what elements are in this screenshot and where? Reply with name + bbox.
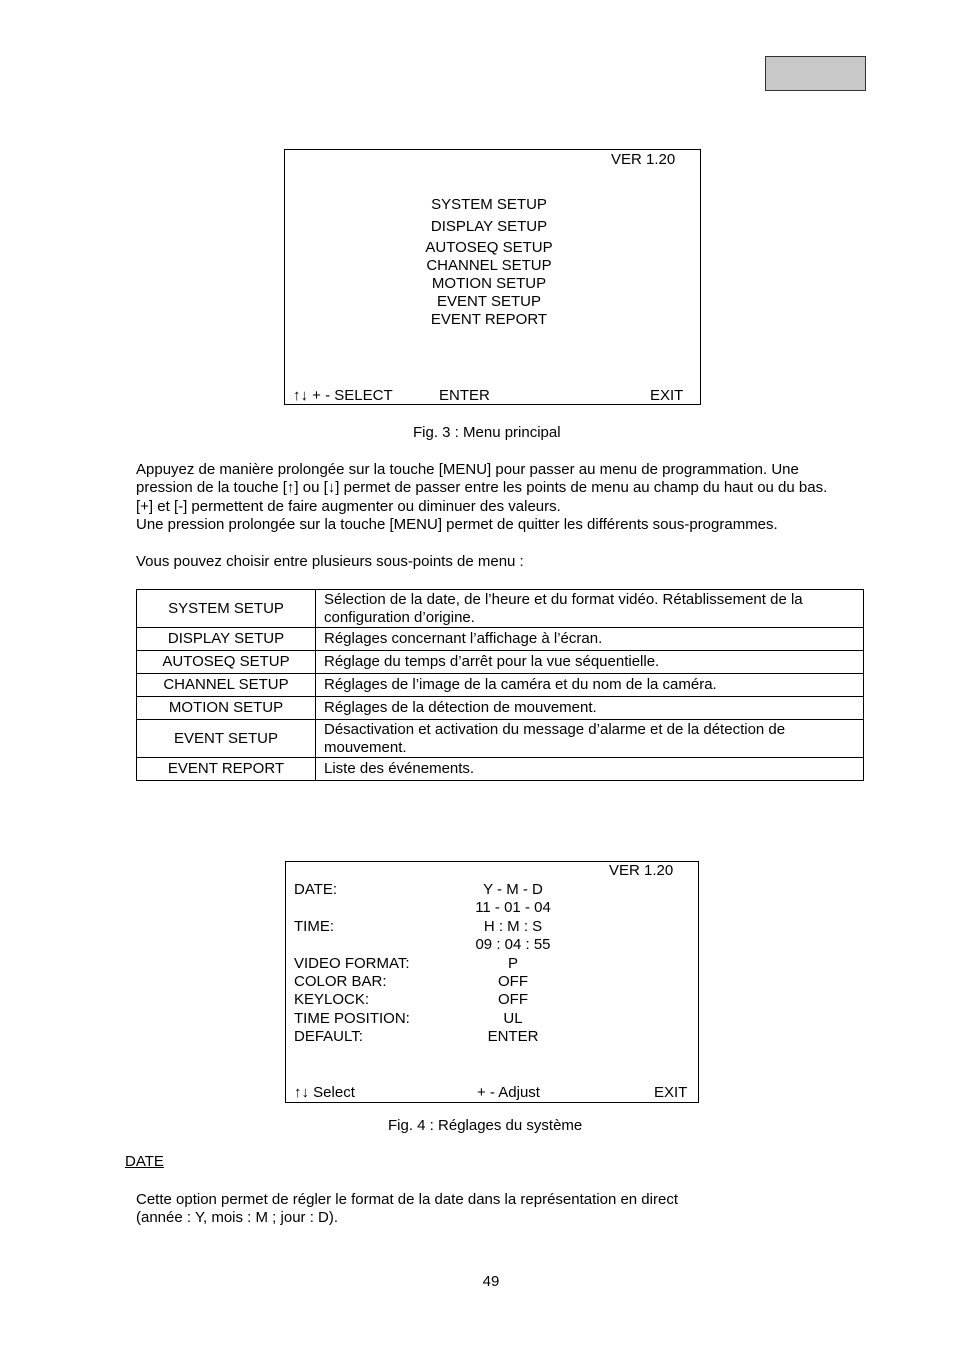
main-menu-screen — [284, 149, 701, 405]
setting-value: OFF — [498, 973, 528, 990]
submenu-description: Réglages de la détection de mouvement. — [316, 697, 864, 720]
menu-item-display-setup: DISPLAY SETUP — [430, 218, 548, 235]
footer-select-hint: ↑↓ + - SELECT — [293, 387, 393, 404]
footer-adjust-hint: + - Adjust — [477, 1084, 540, 1101]
submenu-name: DISPLAY SETUP — [137, 628, 316, 651]
chapter-tab — [765, 56, 866, 91]
menu-item-event-setup: EVENT SETUP — [437, 293, 541, 310]
submenu-description: Réglage du temps d’arrêt pour la vue séquentielle. — [316, 651, 864, 674]
fig4-caption: Fig. 4 : Réglages du système — [388, 1117, 583, 1134]
version-label: VER 1.20 — [609, 862, 674, 879]
setting-label: TIME: — [294, 918, 334, 935]
footer-enter-hint: ENTER — [439, 387, 490, 404]
submenu-name: EVENT SETUP — [137, 720, 316, 758]
intro-line: Une pression prolongée sur la touche [MENU] permet de quitter les différents sous-programmes. — [136, 515, 778, 533]
submenu-description: Réglages concernant l’affichage à l’écran. — [316, 628, 864, 651]
table-row — [137, 628, 864, 651]
submenu-name: CHANNEL SETUP — [137, 674, 316, 697]
setting-label: DATE: — [294, 881, 338, 898]
setting-label: DEFAULT: — [294, 1028, 363, 1045]
setting-label: KEYLOCK: — [294, 991, 370, 1008]
setting-label: COLOR BAR: — [294, 973, 387, 990]
system-setup-screen — [285, 861, 699, 1103]
submenu-name: SYSTEM SETUP — [137, 590, 316, 628]
date-paragraph — [136, 1191, 886, 1228]
main-menu-list — [285, 196, 693, 329]
setting-label: VIDEO FORMAT: — [294, 955, 410, 972]
submenu-description: Sélection de la date, de l’heure et du format vidéo. Rétablissement de la configuration d’origine. — [316, 590, 864, 628]
menu-item-motion-setup: MOTION SETUP — [431, 275, 547, 292]
table-row — [137, 651, 864, 674]
table-row — [137, 758, 864, 781]
intro-line: pression de la touche [↑] ou [↓] permet de passer entre les points de menu au champ du haut ou du bas. — [136, 479, 828, 497]
setting-value: OFF — [498, 991, 528, 1008]
page-number: 49 — [482, 1273, 500, 1290]
setting-value: 11 - 01 - 04 — [475, 899, 551, 916]
intro-paragraph — [136, 461, 886, 534]
submenu-table — [136, 589, 864, 781]
section-heading-date: DATE — [125, 1153, 164, 1170]
table-row — [137, 697, 864, 720]
version-label: VER 1.20 — [611, 151, 676, 168]
table-row — [137, 674, 864, 697]
table-row — [137, 720, 864, 758]
setting-value: P — [507, 955, 518, 972]
menu-item-system-setup: SYSTEM SETUP — [431, 196, 547, 213]
submenu-name: AUTOSEQ SETUP — [137, 651, 316, 674]
submenu-name: EVENT REPORT — [137, 758, 316, 781]
setting-value: H : M : S — [483, 918, 543, 935]
intro-line: [+] et [-] permettent de faire augmenter ou diminuer des valeurs. — [136, 497, 561, 515]
submenu-name: MOTION SETUP — [137, 697, 316, 720]
setting-value: Y - M - D — [483, 881, 543, 898]
menu-item-autoseq-setup: AUTOSEQ SETUP — [425, 239, 553, 256]
table-row — [137, 590, 864, 628]
submenu-description: Liste des événements. — [316, 758, 864, 781]
submenu-description: Désactivation et activation du message d’alarme et de la détection de mouvement. — [316, 720, 864, 758]
date-line: Cette option permet de régler le format de la date dans la représentation en direct — [136, 1191, 678, 1208]
menu-item-event-report: EVENT REPORT — [430, 311, 548, 328]
date-line: (année : Y, mois : M ; jour : D). — [136, 1209, 339, 1227]
setting-value: 09 : 04 : 55 — [475, 936, 551, 953]
footer-select-hint: ↑↓ Select — [294, 1084, 355, 1101]
choose-text: Vous pouvez choisir entre plusieurs sous-points de menu : — [136, 553, 524, 570]
setting-value: ENTER — [487, 1028, 539, 1045]
menu-item-channel-setup: CHANNEL SETUP — [426, 257, 552, 274]
setting-value: UL — [503, 1010, 523, 1027]
fig3-caption: Fig. 3 : Menu principal — [413, 424, 561, 441]
intro-line: Appuyez de manière prolongée sur la touche [MENU] pour passer au menu de programmation. Une — [136, 461, 799, 478]
footer-exit-hint: EXIT — [654, 1084, 688, 1101]
footer-exit-hint: EXIT — [650, 387, 684, 404]
submenu-description: Réglages de l’image de la caméra et du nom de la caméra. — [316, 674, 864, 697]
setting-label: TIME POSITION: — [294, 1010, 410, 1027]
